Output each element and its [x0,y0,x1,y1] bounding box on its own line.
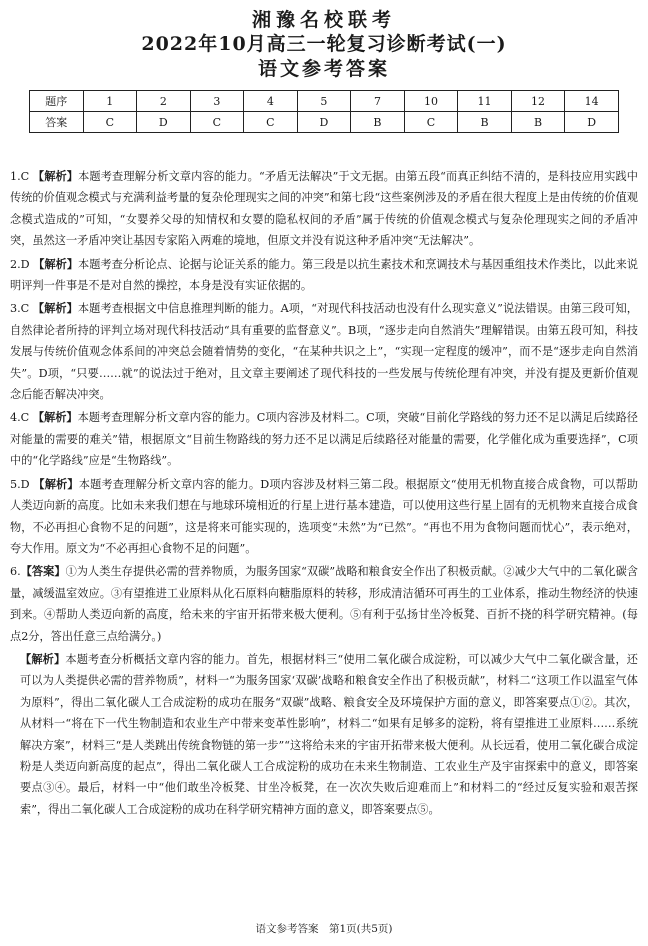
explanation-item-6-answer [10,561,638,647]
exam-title: 2022年10月高三一轮复习诊断考试(一) [141,33,507,55]
question-number: 7 [351,91,405,112]
answer-table-answer-row [30,112,619,133]
answer-letter: D [297,112,351,133]
answer-letter: B [511,112,565,133]
analysis-text: 本题考查分析概括文章内容的能力。首先，根据材料三“使用二氧化碳合成淀粉，可以减少大气中二氧化碳含量，还可以为人类提供必需的营养物质”，材料一“为服务国家‘双碳’战略和粮食安全作出了积极贡献”，材料二“这项工作以温室气体为原料”，得出二氧化碳人工合成淀粉的成功在服务“双碳”战略、粮食安全及环境保护方面的意义，即答案要点①②。其次，从材料一“将在下一代生物制造和农业生产中带来变革性影响”，材料二“如果有足够多的淀粉，将有望推进工业原料……系统解决方案”，材料三“是人类跳出传统食物链的第一步”“这将给未来的宇宙开拓带来极大便利。从长远看，使用二氧化碳合成淀粉是人类迈向新高度的起点”，得出二氧化碳人工合成淀粉的成功在未来生物制造、工农业生产及宇宙探索中的意义，即答案要点③④。最后，材料一中“他们敢坐冷板凳、甘坐冷板凳，在一次次失败后迎难而上”和材料二的“经过反复实验和艰苦探索”，得出二氧化碳人工合成淀粉的成功在科学研究精神方面的意义，即答案要点⑤。 [20,652,638,816]
question-number: 2 [137,91,191,112]
answer-table [29,90,619,133]
question-number: 14 [565,91,619,112]
explanation-item [10,407,638,471]
explanation-item [10,298,638,405]
answer-letter: B [458,112,512,133]
item-text: 本题考查理解分析文章内容的能力。“矛盾无法解决”于文无据。由第五段“而真正纠结不清的，是科技应用实践中传统的价值观念模式与充满利益考量的复杂伦理现实之间的冲突”和第七段“这些案例涉及的矛盾在很大程度上是由传统的价值观念模式造成的”可知，“女婴养父母的知情权和女婴的隐私权间的矛盾”属于传统的价值观念模式与复杂伦理现实之间的矛盾冲突，虽然这一矛盾冲突让基因专家陷入两难的境地，但原文并没有说这种矛盾冲突“无法解决”。 [10,170,638,248]
answer-letter: C [404,112,458,133]
question-number: 1 [83,91,137,112]
item-text: 本题考查理解分析文章内容的能力。C项内容涉及材料二。C项，突破“目前化学路线的努力还不足以满足后续路径对能量的需要的难关”错，根据原文“目前生物路线的努力还不足以满足后续路径对能量的需要，化学催化成为重要选择”，C项中的“化学路线”应是“生物路线”。 [10,411,638,468]
question-number: 4 [244,91,298,112]
answer-letter: B [351,112,405,133]
question-number: 3 [190,91,244,112]
item-number: 4.C [10,411,30,425]
analysis-tag: 【解析】 [33,256,79,271]
analysis-tag: 【解析】 [33,476,79,491]
answer-text: ①为人类生存提供必需的营养物质，为服务国家“双碳”战略和粮食安全作出了积极贡献。②减少大气中的二氧化碳含量，减缓温室效应。③有望推进工业原料从化石原料向糖脂原料的转移，形成清洁循环可再生的工业体系，推动生物经济的快速到来。④帮助人类迈向新的高度，给未来的宇宙开拓带来极大便利。⑤有利于弘扬甘坐冷板凳、百折不挠的科学研究精神。(每点2分，答出任意三点给满分。) [10,565,638,643]
analysis-tag: 【解析】 [20,651,66,666]
item-number: 3.C [10,302,30,316]
item-text: 本题考查分析论点、论据与论证关系的能力。第三段是以抗生素技术和烹调技术与基因重组技术作类比，以此来说明评判一件事是不是对自然的操控，本身是没有实证依据的。 [10,257,638,293]
item-number: 6. [10,565,21,579]
row-label: 题序 [30,91,84,112]
analysis-tag: 【解析】 [32,410,78,425]
row-label: 答案 [30,112,84,133]
item-text: 本题考查理解分析文章内容的能力。D项内容涉及材料三第二段。根据原文“使用无机物直接合成食物，可以帮助人类迈向新的高度。比如未来我们想在与地球环境相近的行星上进行基本建造，可以使用这些行星上固有的无机物来直接合成食物，不必再担心食物不足的问题”，这是将来可能实现的，选项变“未然”为“已然”。“再也不用为食物问题而忧心”，表示绝对，夸大作用。原文为“不必再担心食物不足的问题”。 [10,477,638,555]
answer-letter: C [244,112,298,133]
explanation-item [10,254,638,297]
document-header [0,0,648,82]
answer-table-number-row [30,91,619,112]
answer-letter: C [83,112,137,133]
analysis-tag: 【解析】 [32,301,78,316]
page-footer: 语文参考答案 第1页(共5页) [255,923,393,935]
question-number: 5 [297,91,351,112]
explanation-item [10,474,638,560]
answer-explanations [10,166,638,822]
explanation-item [10,166,638,252]
answer-letter: D [137,112,191,133]
exam-org-title: 湘豫名校联考 [251,9,396,31]
item-text: 本题考查根据文中信息推理判断的能力。A项，“对现代科技活动也没有什么现实意义”说法错误。由第三段可知，自然律论者所持的评判立场对现代科技活动“具有重要的监督意义”。B项，“逐步走向自然消失”理解错误。由第五段可知，科技发展与传统价值观念体系间的冲突总会随着情势的变化，“在某种共识之上”，“实现一定程度的缓冲”，而不是“逐步走向自然消失”。D项，“只要……就”的说法过于绝对，且文章主要阐述了现代科技的一些发展与传统伦理有冲突，并没有提及更新价值观念后能否解决冲突。 [10,302,638,402]
answer-letter: C [190,112,244,133]
doc-title: 语文参考答案 [257,58,390,80]
question-number: 12 [511,91,565,112]
item-number: 1.C [10,170,30,183]
answer-tag: 【答案】 [20,564,66,579]
question-number: 11 [458,91,512,112]
analysis-tag: 【解析】 [32,169,79,183]
item-number: 5.D [10,477,30,491]
answer-letter: D [565,112,619,133]
question-number: 10 [404,91,458,112]
item-number: 2.D [10,257,30,271]
explanation-item-6-analysis [10,649,638,820]
